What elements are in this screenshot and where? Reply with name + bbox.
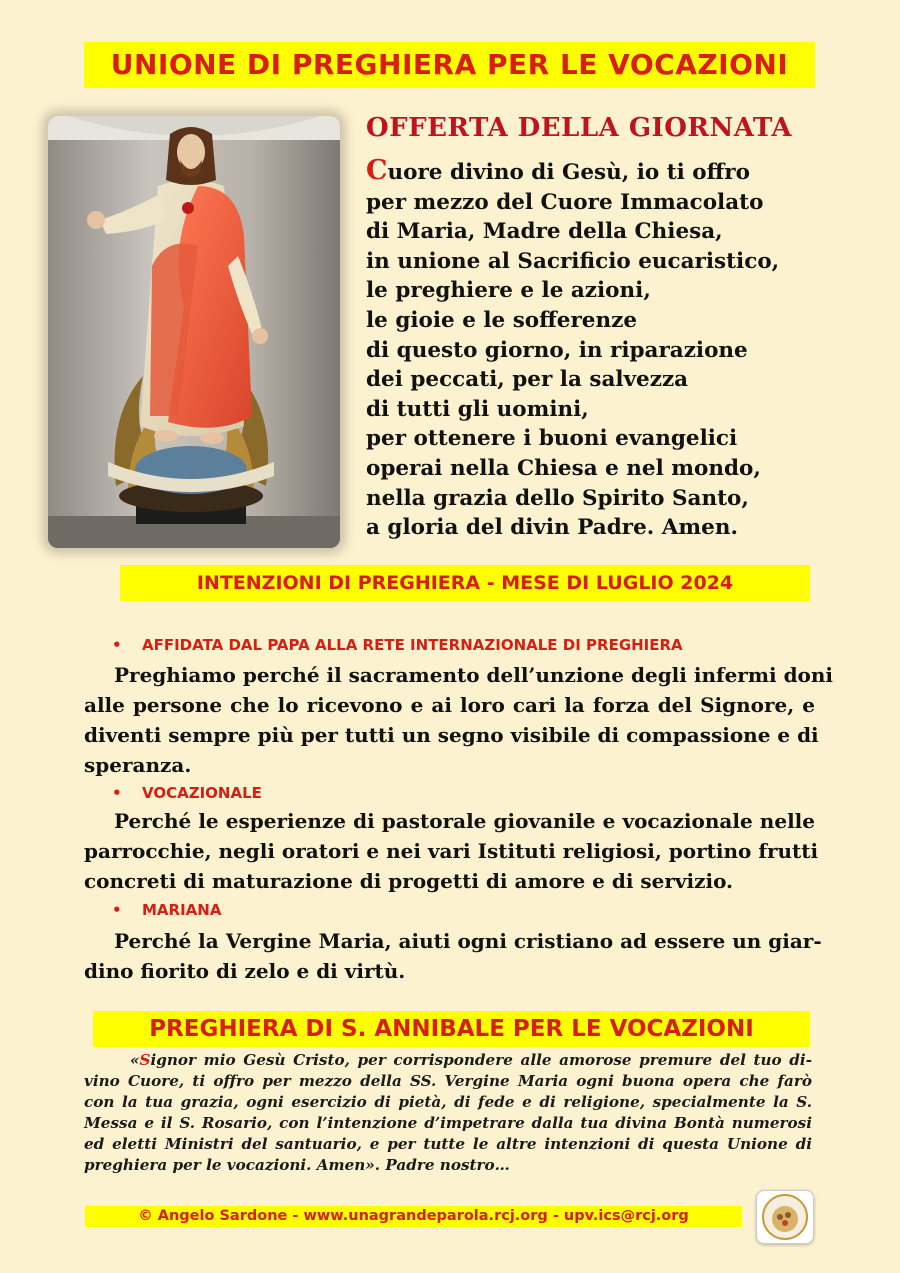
intention-line: alle persone che lo ricevono e ai loro cari la forza del Signore, e bbox=[84, 693, 815, 717]
annibale-line: Messa e il S. Rosario, con l’intenzione d’impetrare dalla tua divina Bontà numerosi bbox=[84, 1114, 812, 1132]
intention-line: diventi sempre più per tutti un segno visibile di compassione e di bbox=[84, 723, 819, 747]
annibale-line: con la tua grazia, ogni esercizio di pietà, di fede e di religione, specialmente la S. bbox=[84, 1093, 812, 1111]
intention-line: Perché le esperienze di pastorale giovanile e vocazionale nelle bbox=[114, 809, 815, 833]
intention-line: Perché la Vergine Maria, aiuti ogni cristiano ad essere un giar- bbox=[114, 929, 822, 953]
footer-credits: © Angelo Sardone - www.unagrandeparola.rcj.org - upv.ics@rcj.org bbox=[85, 1206, 742, 1227]
intention-heading-text: MARIANA bbox=[142, 901, 222, 919]
intention-text-papa bbox=[84, 660, 834, 780]
bullet-icon: • bbox=[112, 901, 122, 919]
offerta-dropcap: C bbox=[366, 155, 388, 186]
offerta-line: le gioie e le sofferenze bbox=[366, 307, 637, 333]
annibale-line: ignor mio Gesù Cristo, per corrispondere alle amorose premure del tuo di- bbox=[150, 1051, 812, 1069]
offerta-line: uore divino di Gesù, io ti offro bbox=[387, 160, 750, 185]
intention-heading-mariana bbox=[112, 901, 812, 919]
offerta-line: a gloria del divin Padre. Amen. bbox=[366, 515, 738, 541]
intention-line: speranza. bbox=[84, 753, 192, 777]
intention-line: Preghiamo perché il sacramento dell’unzione degli infermi doni bbox=[114, 663, 834, 687]
annibale-banner: PREGHIERA DI S. ANNIBALE PER LE VOCAZIONI bbox=[93, 1011, 810, 1047]
intention-line: parrocchie, negli oratori e nei vari Istituti religiosi, portino frutti bbox=[84, 839, 819, 863]
annibale-prayer bbox=[84, 1050, 812, 1176]
offerta-line: di questo giorno, in riparazione bbox=[366, 337, 748, 363]
offerta-line: in unione al Sacrificio eucaristico, bbox=[366, 248, 780, 274]
sacred-heart-statue-photo bbox=[48, 116, 340, 548]
offerta-line: di tutti gli uomini, bbox=[366, 396, 589, 422]
annibale-line: preghiera per le vocazioni. Amen». Padre nostro… bbox=[84, 1156, 510, 1174]
intention-text-vocazionale bbox=[84, 806, 819, 896]
offerta-line: per ottenere i buoni evangelici bbox=[366, 426, 738, 452]
offerta-line: le preghiere e le azioni, bbox=[366, 278, 651, 304]
annibale-line: vino Cuore, ti offro per mezzo della SS. Vergine Maria ogni buona opera che farò bbox=[84, 1072, 812, 1090]
intention-line: concreti di maturazione di progetti di amore e di servizio. bbox=[84, 869, 734, 893]
intention-heading-text: AFFIDATA DAL PAPA ALLA RETE INTERNAZIONALE DI PREGHIERA bbox=[142, 636, 683, 654]
intentions-banner: INTENZIONI DI PREGHIERA - MESE DI LUGLIO 2024 bbox=[120, 565, 810, 601]
intention-heading-vocazionale bbox=[112, 784, 812, 802]
offerta-line: di Maria, Madre della Chiesa, bbox=[366, 219, 723, 245]
offerta-line: operai nella Chiesa e nel mondo, bbox=[366, 455, 761, 481]
intention-heading-papa bbox=[112, 636, 812, 654]
offerta-line: nella grazia dello Spirito Santo, bbox=[366, 485, 749, 511]
bullet-icon: • bbox=[112, 636, 122, 654]
annibale-dropcap: S bbox=[139, 1051, 151, 1069]
offerta-heading: OFFERTA DELLA GIORNATA bbox=[366, 113, 793, 143]
offerta-line: per mezzo del Cuore Immacolato bbox=[366, 189, 764, 215]
offerta-prayer bbox=[366, 156, 836, 543]
annibale-line: ed eletti Ministri del santuario, e per tutte le altre intenzioni di questa Unione di bbox=[84, 1135, 812, 1153]
page-title: UNIONE DI PREGHIERA PER LE VOCAZIONI bbox=[84, 42, 815, 88]
bullet-icon: • bbox=[112, 784, 122, 802]
union-logo bbox=[756, 1190, 814, 1244]
offerta-line: dei peccati, per la salvezza bbox=[366, 367, 689, 393]
intention-text-mariana bbox=[84, 926, 822, 986]
intention-line: dino fiorito di zelo e di virtù. bbox=[84, 959, 406, 983]
open-quote: « bbox=[130, 1051, 140, 1069]
intention-heading-text: VOCAZIONALE bbox=[142, 784, 262, 802]
